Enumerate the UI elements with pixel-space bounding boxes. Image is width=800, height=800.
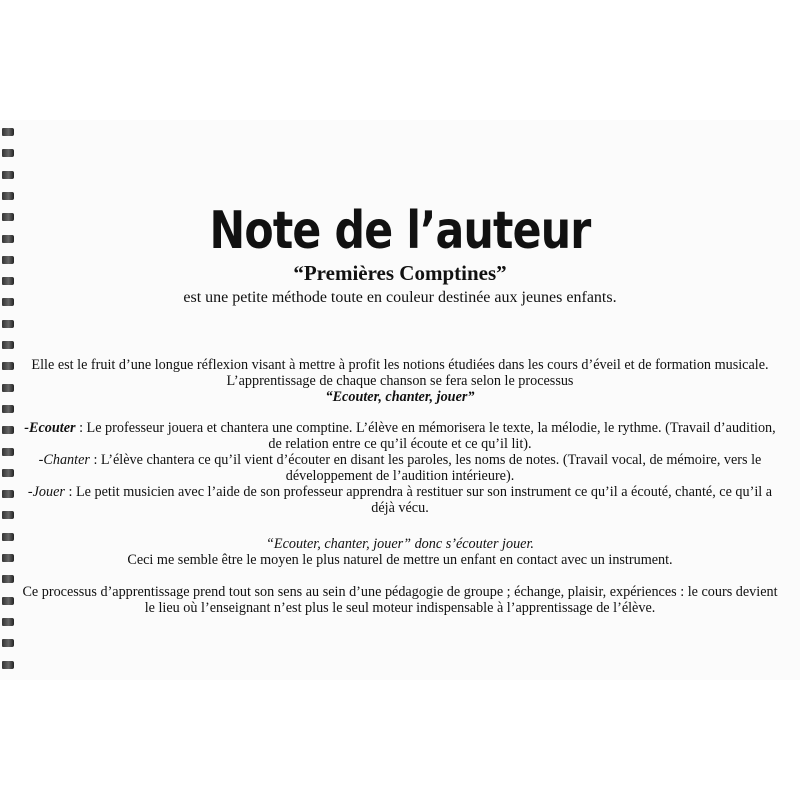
intro-paragraph: Elle est le fruit d’une longue réflexion visant à mettre à profit les notions étudiées dans les cours d’éveil et de formation musicale. — [31, 357, 769, 373]
step-term: -Jouer — [27, 484, 65, 500]
process-name: “Ecouter, chanter, jouer” — [325, 389, 475, 405]
motto-followup: Ceci me semble être le moyen le plus naturel de mettre un enfant en contact avec un instrument. — [127, 552, 673, 568]
binding-ring — [2, 597, 14, 605]
binding-ring — [2, 575, 14, 583]
step-text: : Le professeur jouera et chantera une comptine. L’élève en mémorisera le texte, la mélodie, le rythme. (Travail d’audition, de relation entre ce qu’il écoute et ce qu’il lit). — [75, 420, 776, 452]
binding-ring — [2, 533, 14, 541]
step-text: : L’élève chantera ce qu’il vient d’écouter en disant les paroles, les noms de notes. (Travail vocal, de mémoire, vers le développement de l’audition intérieure). — [89, 452, 762, 484]
binding-ring — [2, 192, 14, 200]
binding-ring — [2, 554, 14, 562]
step-chanter — [20, 452, 780, 484]
author-note-body — [20, 357, 780, 616]
spiral-binding — [0, 128, 16, 673]
binding-ring — [2, 618, 14, 626]
binding-ring — [2, 661, 14, 669]
step-ecouter — [20, 420, 780, 452]
motto: “Ecouter, chanter, jouer” donc s’écouter jouer. — [266, 536, 534, 552]
binding-ring — [2, 235, 14, 243]
binding-ring — [2, 511, 14, 519]
book-title: “Premières Comptines” — [293, 261, 507, 285]
step-term: -Chanter — [38, 452, 90, 468]
book-description: est une petite méthode toute en couleur destinée aux jeunes enfants. — [183, 289, 617, 306]
binding-ring — [2, 448, 14, 456]
page-title: Note de l’auteur — [209, 200, 591, 261]
binding-ring — [2, 384, 14, 392]
intro-process-line: L’apprentissage de chaque chanson se fera selon le processus — [226, 373, 574, 389]
binding-ring — [2, 490, 14, 498]
step-text: : Le petit musicien avec l’aide de son professeur apprendra à restituer sur son instrument ce qu’il a écouté, chanté, ce qu’il a déjà vécu. — [64, 484, 773, 516]
binding-ring — [2, 362, 14, 370]
binding-ring — [2, 320, 14, 328]
binding-ring — [2, 149, 14, 157]
binding-ring — [2, 639, 14, 647]
binding-ring — [2, 171, 14, 179]
step-term: -Ecouter — [24, 420, 76, 436]
conclusion-paragraph: Ce processus d’apprentissage prend tout son sens au sein d’une pédagogie de groupe ; échange, plaisir, expériences : le cours devient le lieu où l’enseignant n’est plus le seul moteur indispensable à l’apprentissage de l’élève. — [22, 584, 778, 616]
step-jouer — [20, 484, 780, 516]
binding-ring — [2, 341, 14, 349]
binding-ring — [2, 213, 14, 221]
binding-ring — [2, 426, 14, 434]
binding-ring — [2, 405, 14, 413]
binding-ring — [2, 128, 14, 136]
binding-ring — [2, 469, 14, 477]
